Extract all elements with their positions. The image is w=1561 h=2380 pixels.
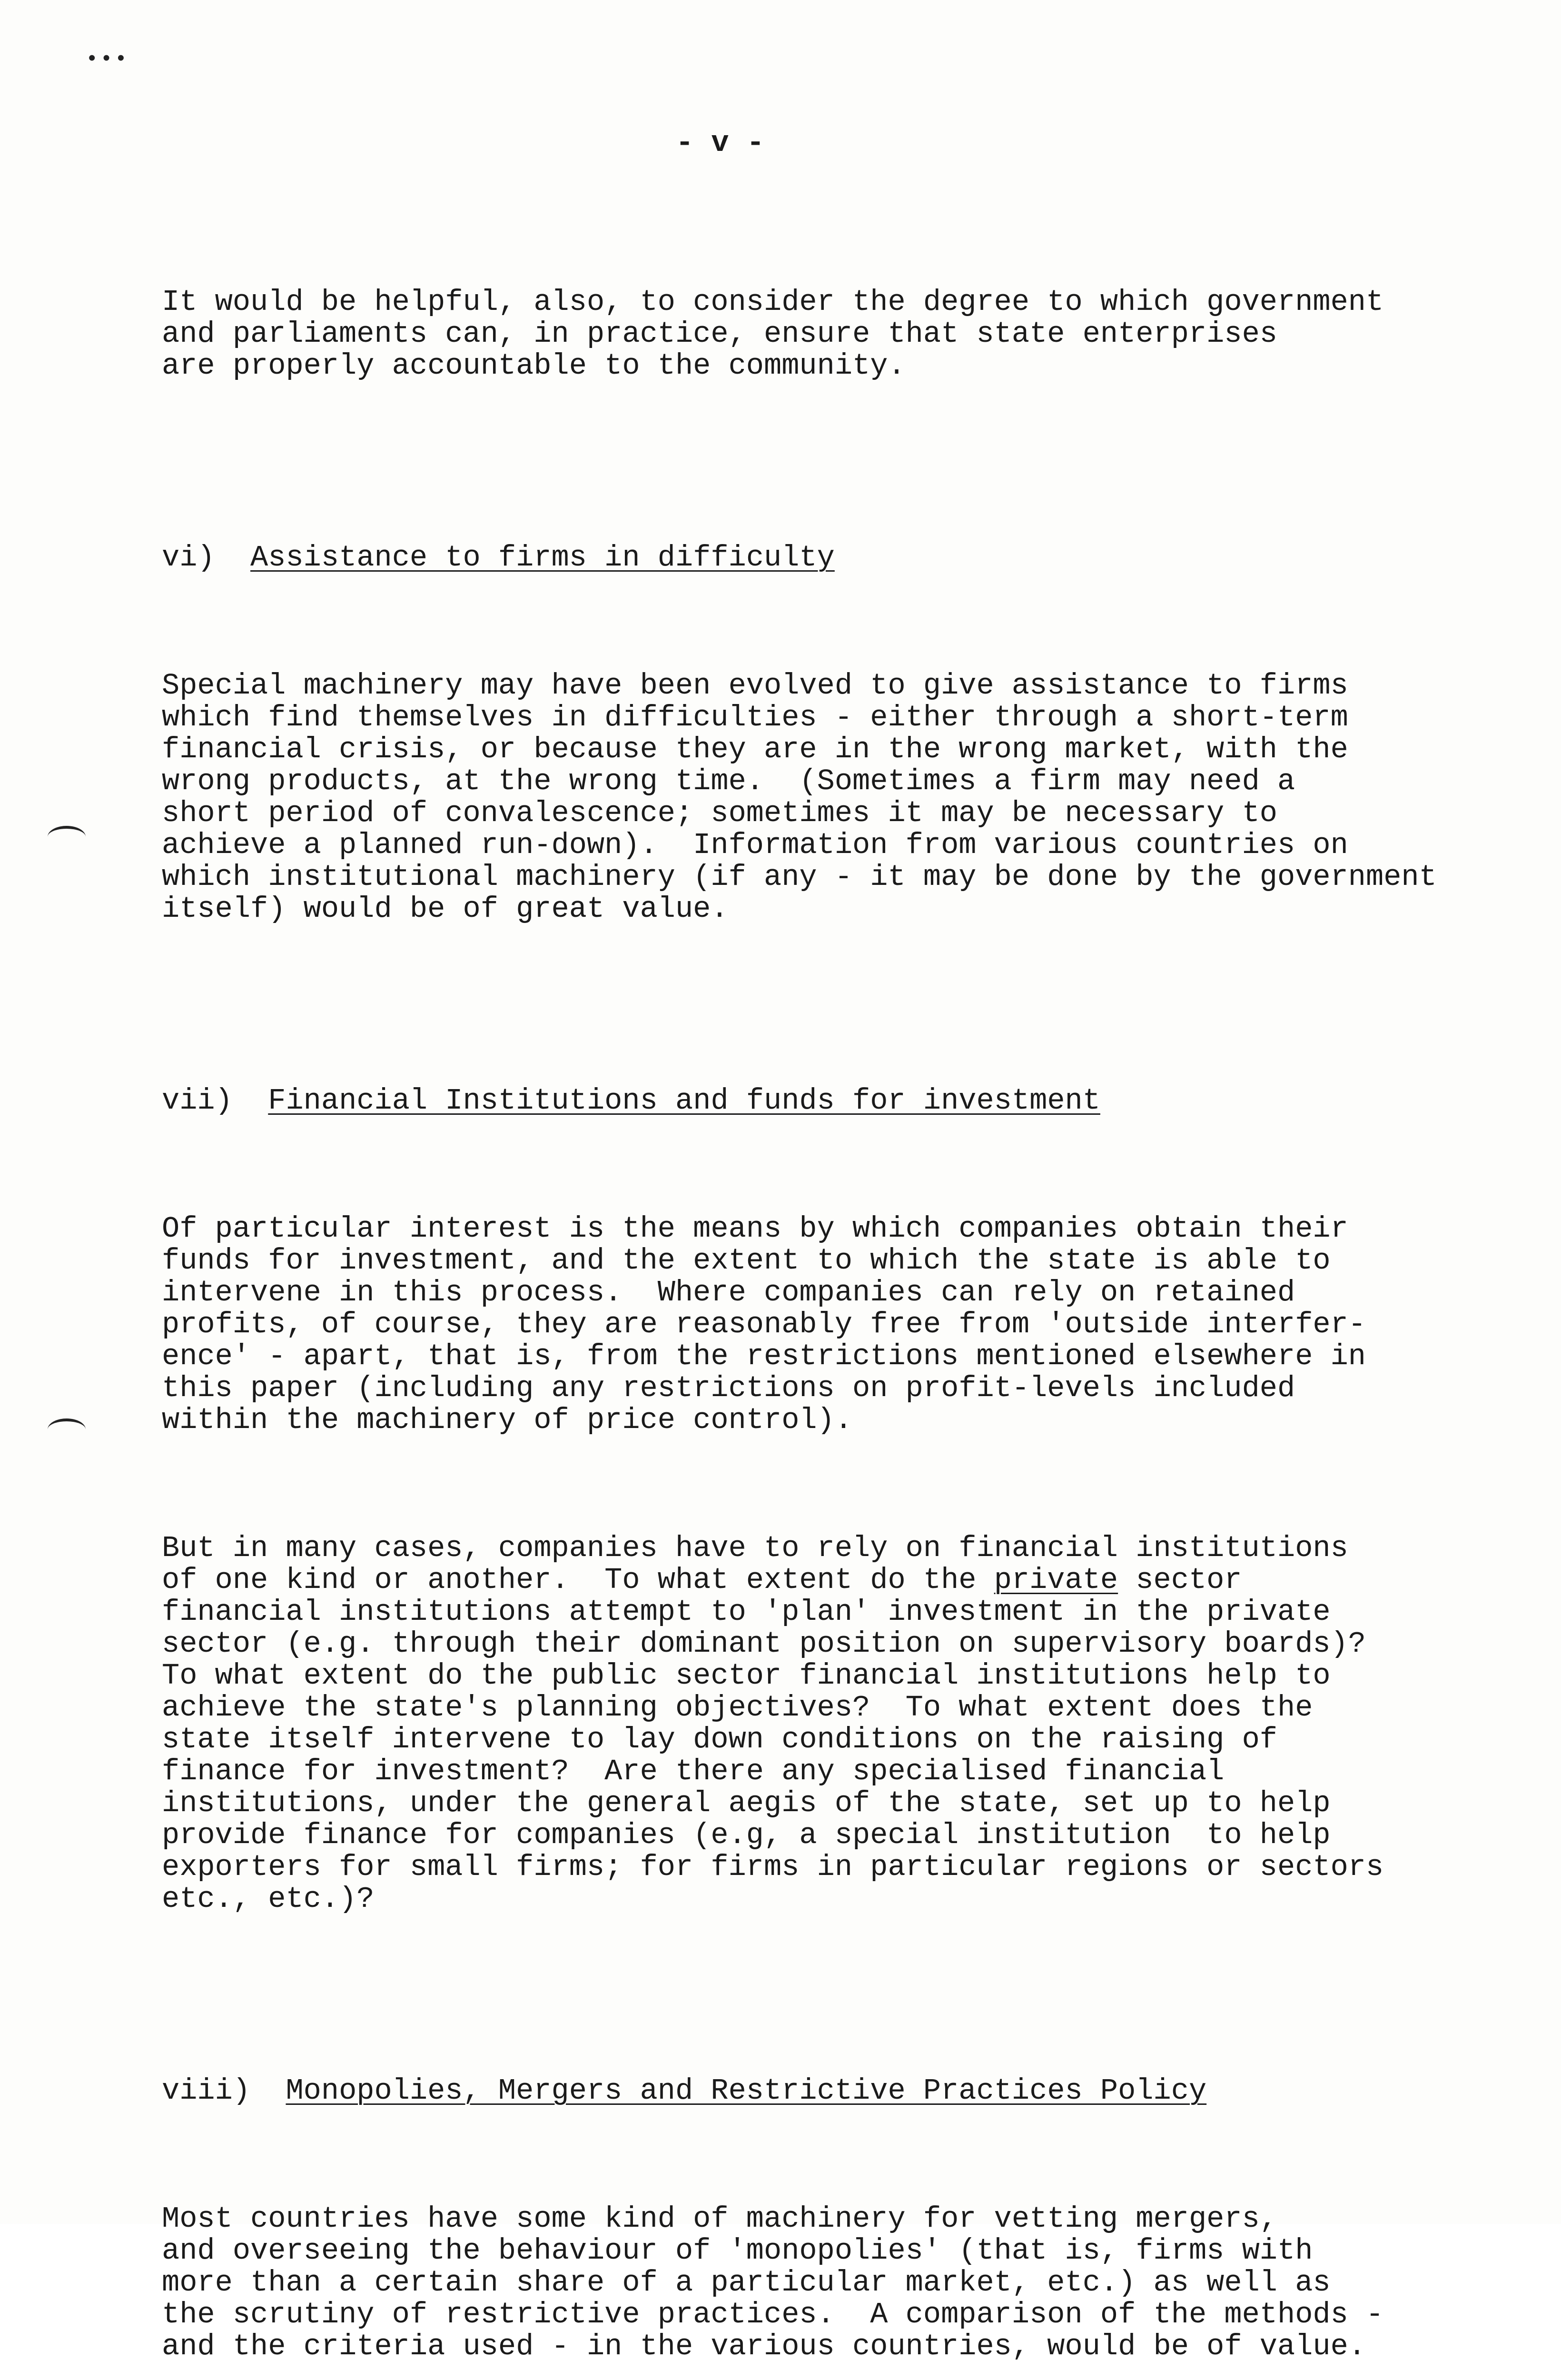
page-number: - v - bbox=[676, 126, 765, 160]
paragraph-text: But in many cases, companies have to rely on financial institutions of one kind or another. To what extent do the bbox=[162, 1531, 1348, 1597]
section-number: vi) bbox=[162, 541, 215, 575]
intro-paragraph: It would be helpful, also, to consider the degree to which government and parliaments can, in practice, ensure that state enterprises are properly accountable to the community. bbox=[162, 285, 1384, 383]
section-heading-vii bbox=[162, 1085, 1504, 1117]
corner-ink-mark: ••• bbox=[86, 48, 129, 71]
section-number: viii) bbox=[162, 2074, 251, 2108]
section-vii-paragraph: Of particular interest is the means by which companies obtain their funds for investment, and the extent to which the state is able to intervene in this process. Where companies can rely on retained profits, of course, they are reasonably free from 'outside interfer- ence' - apart, that is, from the restrictions mentioned elsewhere in this paper (including any restrictions on profit-levels included within the machinery of price control). bbox=[162, 1212, 1366, 1437]
section-title: Assistance to firms in difficulty bbox=[250, 541, 835, 575]
section-heading-viii bbox=[162, 2075, 1504, 2107]
section-title: Monopolies, Mergers and Restrictive Practices Policy bbox=[286, 2074, 1207, 2108]
paragraph-text: sector financial institutions attempt to 'plan' investment in the private sector (e.g. through their dominant position on supervisory boards)? To what extent do the public sector financial institutions help to achieve the state's planning objectives? To what extent does the state itself intervene to lay down conditions on the raising of finance for investment? Are there any specialised financial institutions, under the general aegis of the state, set up to help provide finance for companies (e.g, a special institution to help exporters for small firms; for firms in particular regions or sectors etc., etc.)? bbox=[162, 1563, 1384, 1916]
section-heading-vi bbox=[162, 542, 1504, 574]
section-vi-paragraph: Special machinery may have been evolved to give assistance to firms which find themselves in difficulties - either through a short-term financial crisis, or because they are in the wrong market, with the wrong products, at the wrong time. (Sometimes a firm may need a short period of convalescence; sometimes it may be necessary to achieve a planned run-down). Information from various countries on which institutional machinery (if any - it may be done by the government itself) would be of great value. bbox=[162, 669, 1437, 926]
section-viii-paragraph: Most countries have some kind of machinery for vetting mergers, and overseeing the behaviour of 'monopolies' (that is, firms with more than a certain share of a particular market, etc.) as well as the scrutiny of restrictive practices. A comparison of the methods - and the criteria used - in the various countries, would be of value. bbox=[162, 2202, 1384, 2363]
section-vii-paragraph bbox=[162, 1532, 1504, 1915]
margin-bracket-mark bbox=[48, 826, 86, 848]
margin-bracket-mark bbox=[48, 1418, 86, 1440]
document-body bbox=[162, 190, 1504, 2380]
section-number: vii) bbox=[162, 1084, 233, 1118]
emphasis-word: private bbox=[994, 1563, 1118, 1597]
section-title: Financial Institutions and funds for investment bbox=[268, 1084, 1100, 1118]
